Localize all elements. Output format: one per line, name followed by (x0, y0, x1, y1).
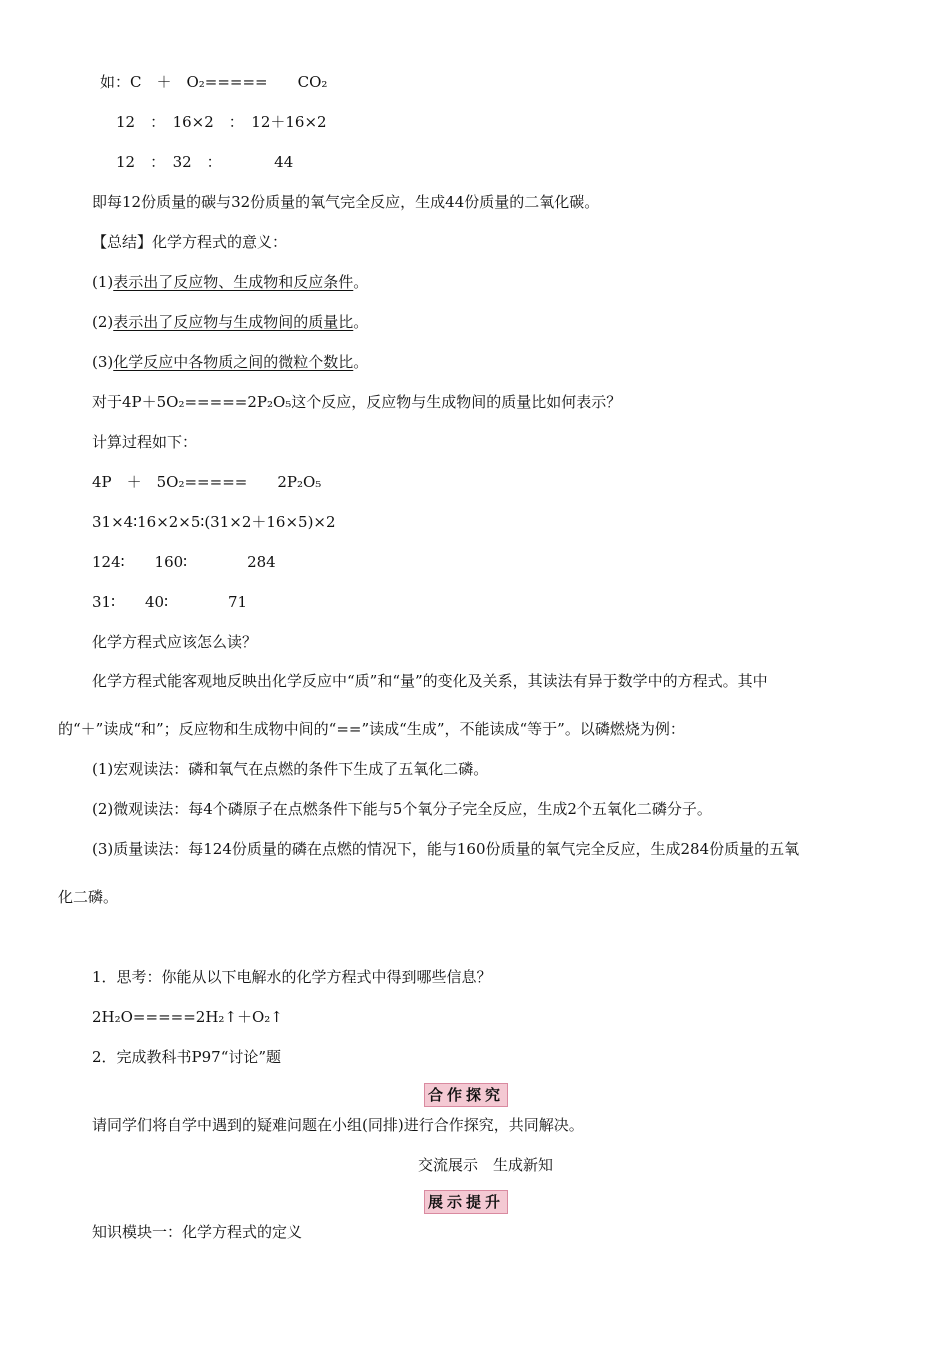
reading-paragraph-line-2: 的“＋”读成“和”；反应物和生成物中间的“==”读成“生成”，不能读成“等于”。以磷燃烧为例： (58, 720, 685, 738)
equation-carbon-mass-values: 12 ： 32 ： 44 (116, 153, 294, 171)
summary-item-3: (3)化学反应中各物质之间的微粒个数比。 (92, 353, 369, 371)
equation-carbon: 如：C ＋ O₂===== CO₂ (100, 73, 328, 91)
cooperate-text: 请同学们将自学中遇到的疑难问题在小组(同排)进行合作探究，共同解决。 (92, 1116, 584, 1134)
calc-intro: 计算过程如下： (92, 433, 198, 451)
mass-reading-line-2: 化二磷。 (58, 888, 119, 906)
equation-phosphorus: 4P ＋ 5O₂===== 2P₂O₅ (92, 473, 322, 491)
summary-heading: 【总结】化学方程式的意义： (92, 233, 288, 251)
carbon-meaning-text: 即每12份质量的碳与32份质量的氧气完全反应，生成44份质量的二氧化碳。 (92, 193, 600, 211)
cooperate-badge: 合作探究 (424, 1083, 508, 1107)
show-badge: 展示提升 (424, 1190, 508, 1214)
exercise-1-equation: 2H₂O=====2H₂↑＋O₂↑ (92, 1008, 283, 1026)
macro-reading: (1)宏观读法：磷和氧气在点燃的条件下生成了五氧化二磷。 (92, 760, 489, 778)
summary-item-2-answer: 表示出了反应物与生成物间的质量比 (113, 313, 354, 331)
reading-paragraph-line-1: 化学方程式能客观地反映出化学反应中“质”和“量”的变化及关系，其读法有异于数学中的方程式。其中 (92, 672, 768, 690)
how-to-read-question: 化学方程式应该怎么读？ (92, 633, 258, 651)
exercise-2: 2．完成教科书P97“讨论”题 (92, 1048, 282, 1066)
exercise-1: 1．思考：你能从以下电解水的化学方程式中得到哪些信息？ (92, 968, 492, 986)
summary-item-2: (2)表示出了反应物与生成物间的质量比。 (92, 313, 369, 331)
summary-item-1-answer: 表示出了反应物、生成物和反应条件 (113, 273, 354, 291)
phosphorus-question: 对于4P＋5O₂=====2P₂O₅这个反应，反应物与生成物间的质量比如何表示？ (92, 393, 622, 411)
knowledge-module-1: 知识模块一：化学方程式的定义 (92, 1223, 303, 1241)
calc-mass-values: 124∶ 160∶ 284 (92, 553, 276, 571)
summary-item-3-answer: 化学反应中各物质之间的微粒个数比 (113, 353, 354, 371)
calc-mass-expression: 31×4∶16×2×5∶(31×2＋16×5)×2 (92, 513, 336, 531)
equation-carbon-mass-ratio: 12 ： 16×2 ： 12＋16×2 (116, 113, 327, 131)
calc-mass-simplified: 31∶ 40∶ 71 (92, 593, 248, 611)
summary-item-1: (1)表示出了反应物、生成物和反应条件。 (92, 273, 369, 291)
micro-reading: (2)微观读法：每4个磷原子在点燃条件下能与5个氧分子完全反应，生成2个五氧化二磷分子。 (92, 800, 712, 818)
mass-reading-line-1: (3)质量读法：每124份质量的磷在点燃的情况下，能与160份质量的氧气完全反应，生成284份质量的五氧 (92, 840, 800, 858)
exchange-heading: 交流展示 生成新知 (418, 1156, 554, 1174)
